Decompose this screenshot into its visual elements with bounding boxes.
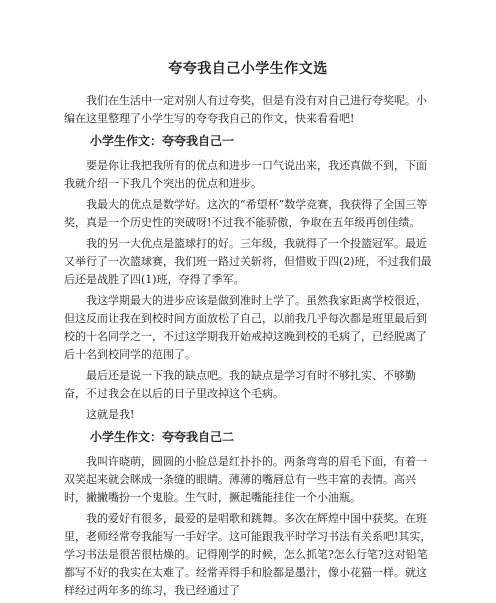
section-heading-2: 小学生作文：夸夸我自己二 bbox=[90, 430, 235, 444]
section-heading-1: 小学生作文：夸夸我自己一 bbox=[90, 134, 235, 148]
section2-paragraph: 我的爱好有很多，最爱的是唱歌和跳舞。多次在辉煌中国中获奖。在班里，老师经常夸我能写一手好字。这可能跟我平时学习书法有关系吧!其实，学习书法是很苦很枯燥的。记得刚学的时候，怎么抓笔?怎么行笔?这对铅笔都写不好的我实在太难了。经常弄得手和脸都是墨汁，像小花猫一样。就这样经过两年多的练习，我已经通过了 bbox=[64, 512, 432, 597]
section1-paragraph: 我最大的优点是数学好。这次的“希望杯”数学竞赛，我获得了全国三等奖，真是一个历史性的突破呀!不过我不能骄傲，争取在五年级再创佳绩。 bbox=[64, 198, 428, 229]
section1-closing-line: 这就是我! bbox=[86, 408, 135, 421]
intro-paragraph: 我们在生活中一定对别人有过夸奖，但是有没有对自己进行夸奖呢。小编在这里整理了小学生写的夸夸我自己的作文，快来看看吧! bbox=[64, 94, 427, 125]
section1-paragraph: 最后还是说一下我的缺点吧。我的缺点是学习有时不够扎实、不够勤奋，不过我会在以后的日子里改掉这个毛病。 bbox=[64, 369, 416, 400]
document-title: 夸夸我自己小学生作文选 bbox=[168, 61, 328, 77]
section1-paragraph: 要是你让我把我所有的优点和进步一口气说出来，我还真做不到，下面我就介绍一下我几个突出的优点和进步。 bbox=[64, 159, 427, 190]
section1-paragraph: 我的另一大优点是篮球打的好。三年级，我就得了一个投篮冠军。最近又举行了一次篮球赛，我们班一路过关斩将，但惜败于四(2)班，不过我们最后还是战胜了四(1)班，夺得了季军。 bbox=[64, 237, 432, 286]
section2-paragraph: 我叫许晓萌，圆圆的小脸总是红扑扑的。两条弯弯的眉毛下面，有着一双笑起来就会眯成一条缝的眼睛。薄薄的嘴唇总有一些丰富的表情。高兴时，撇撇嘴扮一个鬼脸。生气时，撅起嘴能挂住一个小油瓶。 bbox=[64, 455, 427, 504]
section1-paragraph: 我这学期最大的进步应该是做到准时上学了。虽然我家距离学校很近，但这反而让我在到校时间方面放松了自己，以前我几乎每次都是班里最后到校的十名同学之一，不过这学期我开始戒掉这晚到校的毛病了，已经脱离了后十名到校同学的范围了。 bbox=[64, 294, 427, 361]
article-body bbox=[64, 92, 436, 603]
